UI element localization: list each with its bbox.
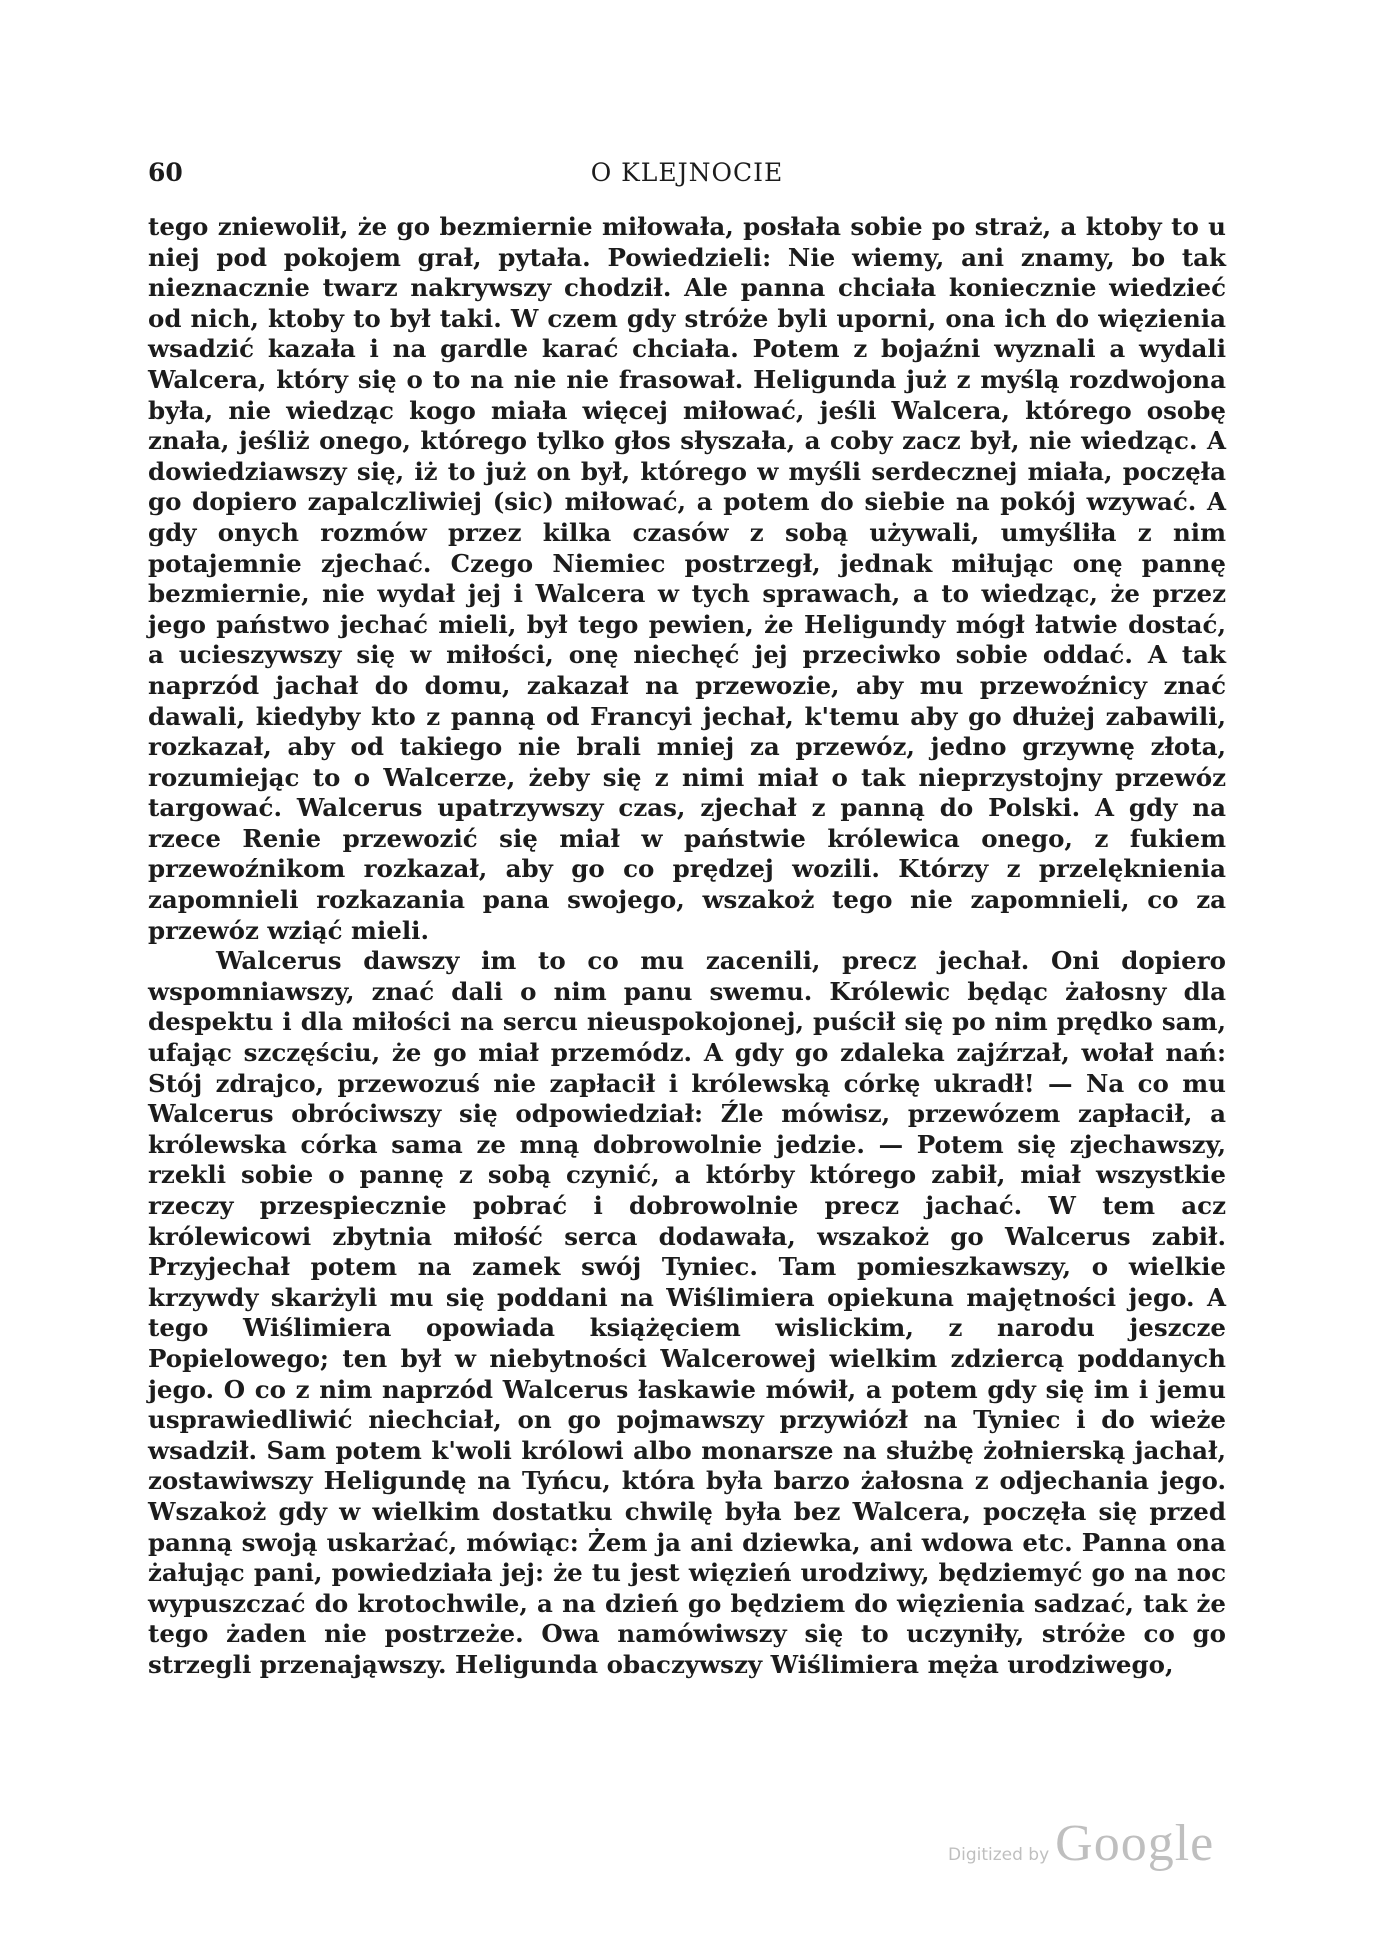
watermark-label: Digitized by (948, 1845, 1050, 1865)
page-number: 60 (148, 158, 183, 187)
page-header (148, 158, 1226, 198)
paragraph-2: Walcerus dawszy im to co mu zacenili, precz jechał. Oni dopiero wspomniawszy, znać dali o nim panu swemu. Królewic będąc żałosny dla despektu i dla miłości na sercu nieuspokojonej, puścił się po nim prędko sam, ufając szczęściu, że go miał przemódz. A gdy go zdaleka zajźrzał, wołał nań: Stój zdrajco, przewozuś nie zapłacił i królewską córkę ukradł! — Na co mu Walcerus obróciwszy się odpowiedział: Źle mówisz, przewózem zapłacił, a królewska córka sama ze mną dobrowolnie jedzie. — Potem się zjechawszy, rzekli sobie o pannę z sobą czynić, a którby którego zabił, miał wszystkie rzeczy przespiecznie pobrać i dobrowolnie precz jachać. W tem acz królewicowi zbytnia miłość serca dodawała, wszakoż go Walcerus zabił. Przyjechał potem na zamek swój Tyniec. Tam pomieszkawszy, o wielkie krzywdy skarżyli mu się poddani na Wiślimiera opiekuna majętności jego. A tego Wiślimiera opowiada książęciem wislickim, z narodu jeszcze Popielowego; ten był w niebytności Walcerowej wielkim zdziercą poddanych jego. O co z nim naprzód Walcerus łaskawie mówił, a potem gdy się im i jemu usprawiedliwić niechciał, on go pojmawszy przywiózł na Tyniec i do wieże wsadził. Sam potem k'woli królowi albo monarsze na służbę żołnierską jachał, zostawiwszy Heligundę na Tyńcu, która była barzo żałosna z odjechania jego. Wszakoż gdy w wielkim dostatku chwilę była bez Walcera, poczęła się przed panną swoją uskarżać, mówiąc: Żem ja ani dziewka, ani wdowa etc. Panna ona żałując pani, powiedziała jej: że tu jest więzień urodziwy, będziemyć go na noc wypuszczać do krotochwile, a na dzień go będziem do więzienia sadzać, tak że tego żaden nie postrzeże. Owa namówiwszy się to uczyniły, stróże co go strzegli przenająwszy. Heligunda obaczywszy Wiślimiera męża urodziwego, (148, 946, 1226, 1679)
body-text (148, 212, 1226, 1681)
digitized-by-google-watermark (948, 1814, 1228, 1874)
google-logo: Google (1055, 1815, 1215, 1872)
paragraph-1: tego zniewolił, że go bezmiernie miłowała, posłała sobie po straż, a ktoby to u niej pod pokojem grał, pytała. Powiedzieli: Nie wiemy, ani znamy, bo tak nieznacznie twarz nakrywszy chodził. Ale panna chciała koniecznie wiedzieć od nich, ktoby to był taki. W czem gdy stróże byli uporni, ona ich do więzienia wsadzić kazała i na gardle karać chciała. Potem z bojaźni wyznali a wydali Walcera, który się o to na nie nie frasował. Heligunda już z myślą rozdwojona była, nie wiedząc kogo miała więcej miłować, jeśli Walcera, którego osobę znała, jeśliż onego, którego tylko głos słyszała, a coby zacz był, nie wiedząc. A dowiedziawszy się, iż to już on był, którego w myśli serdecznej miała, poczęła go dopiero zapalczliwiej (sic) miłować, a potem do siebie na pokój wzywać. A gdy onych rozmów przez kilka czasów z sobą używali, umyśliła z nim potajemnie zjechać. Czego Niemiec postrzegł, jednak miłując onę pannę bezmiernie, nie wydał jej i Walcera w tych sprawach, a to wiedząc, że przez jego państwo jechać mieli, był tego pewien, że Heligundy mógł łatwie dostać, a ucieszywszy się w miłości, onę niechęć jej przeciwko sobie oddać. A tak naprzód jachał do domu, zakazał na przewozie, aby mu przewoźnicy znać dawali, kiedyby kto z panną od Francyi jechał, k'temu aby go dłużej zabawili, rozkazał, aby od takiego nie brali mniej za przewóz, jedno grzywnę złota, rozumiejąc to o Walcerze, żeby się z nimi miał o tak nieprzystojny przewóz targować. Walcerus upatrzywszy czas, zjechał z panną do Polski. A gdy na rzece Renie przewozić się miał w państwie królewica onego, z fukiem przewoźnikom rozkazał, aby go co prędzej wozili. Którzy z przelęknienia zapomnieli rozkazania pana swojego, wszakoż tego nie zapomnieli, co za przewóz wziąć mieli. (148, 212, 1226, 945)
running-head: O KLEJNOCIE (590, 158, 784, 187)
